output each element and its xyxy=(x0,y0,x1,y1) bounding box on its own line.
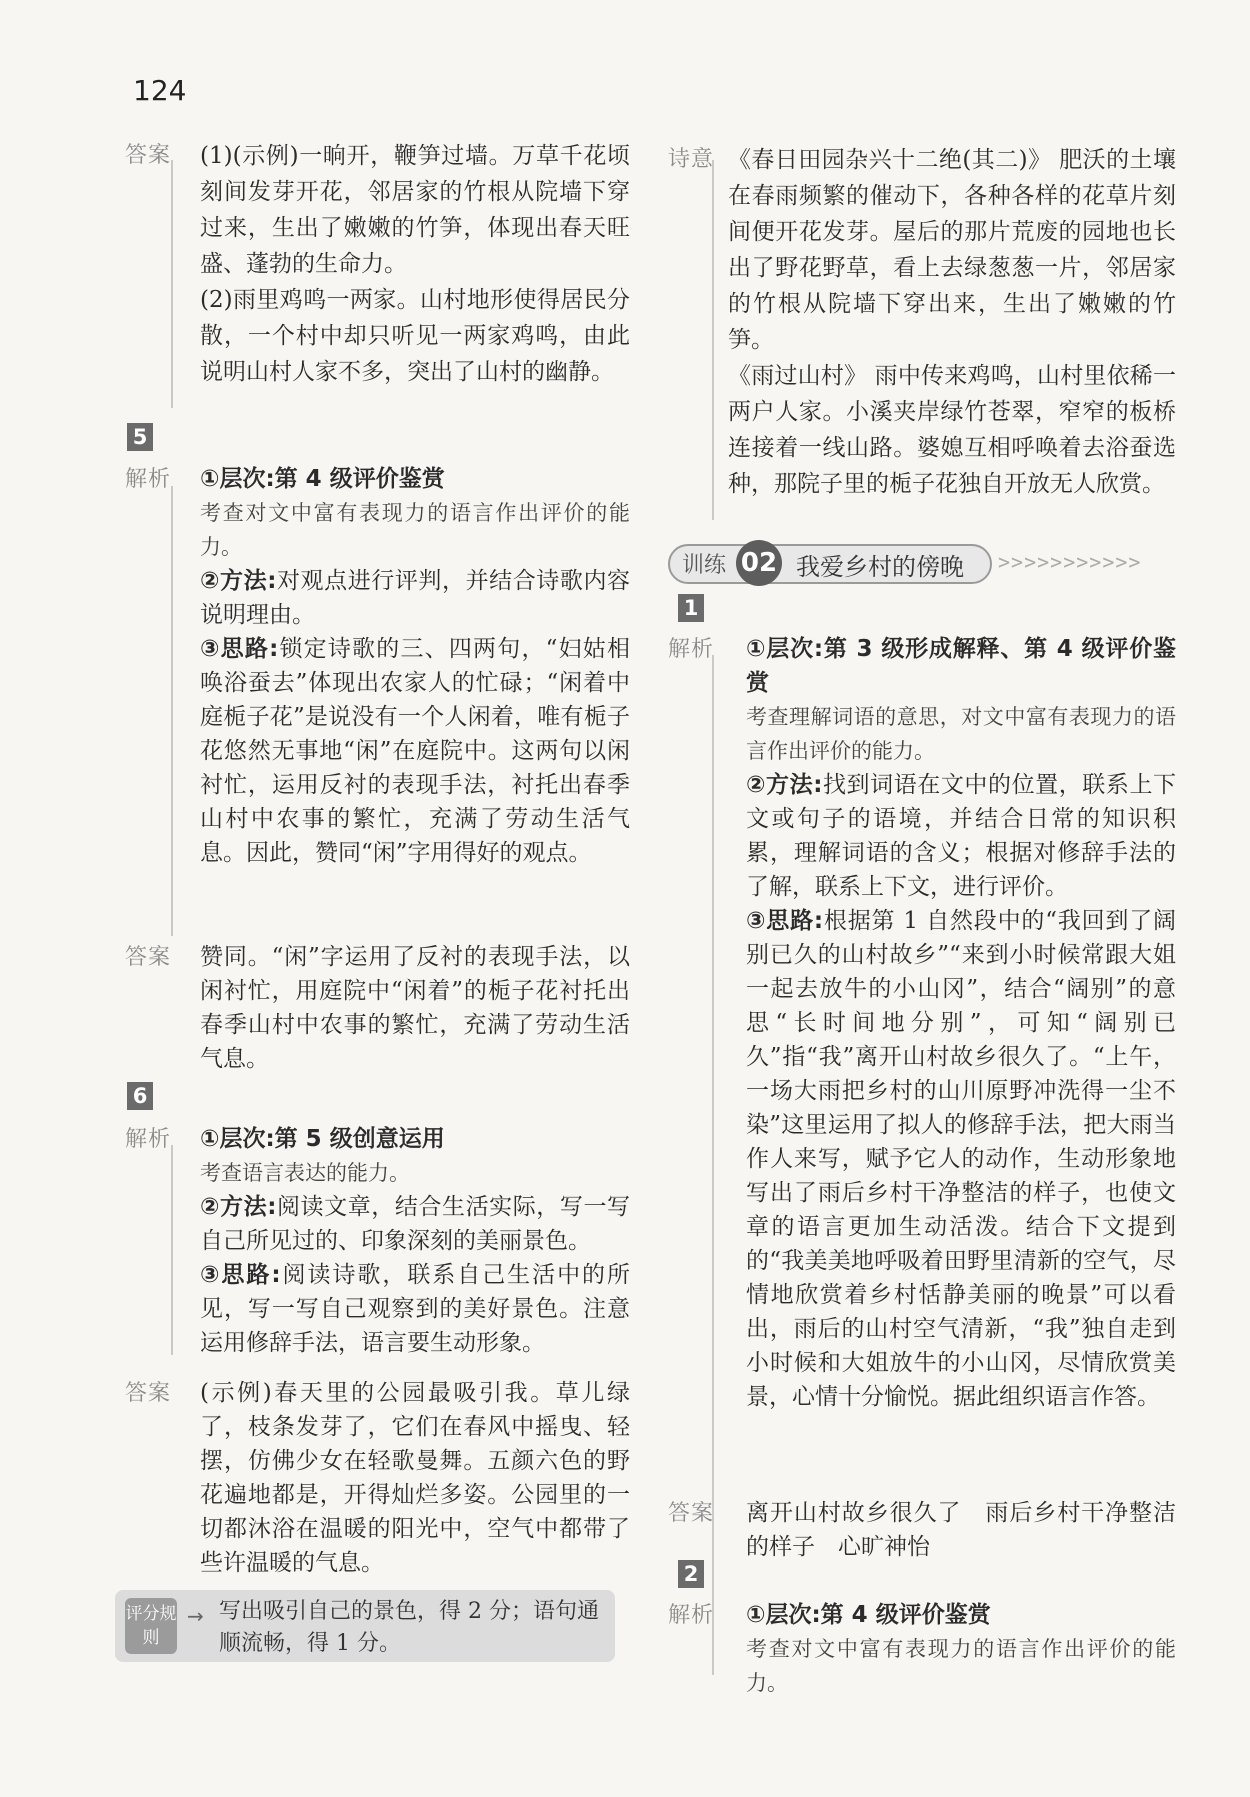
poem-meaning-tag: 诗意 xyxy=(668,147,715,172)
banner-label: 训练 xyxy=(682,553,727,578)
level-prefix: ①层次: xyxy=(200,466,275,492)
approach-prefix: ③思路: xyxy=(200,636,279,662)
answer-text xyxy=(200,138,630,390)
analysis-text xyxy=(746,1598,1176,1700)
method-prefix: ②方法: xyxy=(200,1194,277,1220)
arrow-right-icon: → xyxy=(187,1604,204,1628)
approach-prefix: ③思路: xyxy=(746,908,824,934)
level-text: 第 4 级评价鉴赏 xyxy=(274,466,445,492)
question-number-badge: 5 xyxy=(127,423,153,451)
answer-tag: 答案 xyxy=(125,143,172,168)
level-desc: 考查理解词语的意思，对文中富有表现力的语言作出评价的能力。 xyxy=(746,705,1176,763)
level-desc: 考查对文中富有表现力的语言作出评价的能力。 xyxy=(200,501,630,559)
scoring-rules-box xyxy=(115,1590,615,1662)
approach-text: 阅读诗歌，联系自己生活中的所见，写一写自己观察到的美好景色。注意运用修辞手法，语言要生动形象。 xyxy=(200,1262,631,1356)
method-text: 找到词语在文中的位置，联系上下文或句子的语境，并结合日常的知识积累，理解词语的含义；根据对修辞手法的了解，联系上下文，进行评价。 xyxy=(746,772,1177,900)
poem-meaning-2: 《雨过山村》 雨中传来鸡鸣，山村里依稀一两户人家。小溪夹岸绿竹苍翠，窄窄的板桥连接着一线山路。婆媳互相呼唤着去浴蚕选种，那院子里的栀子花独自开放无人欣赏。 xyxy=(728,363,1176,497)
analysis-text xyxy=(200,462,630,870)
question-number-badge: 6 xyxy=(127,1082,153,1110)
analysis-tag: 解析 xyxy=(668,1603,715,1628)
level-desc: 考查对文中富有表现力的语言作出评价的能力。 xyxy=(746,1637,1176,1695)
level-prefix: ①层次: xyxy=(746,1602,821,1628)
divider xyxy=(712,160,714,520)
divider xyxy=(171,1145,173,1355)
method-text: 对观点进行评判，并结合诗歌内容说明理由。 xyxy=(200,568,631,628)
training-section-banner xyxy=(668,540,1168,586)
divider xyxy=(171,160,173,408)
analysis-text xyxy=(746,632,1176,1414)
scoring-rules-tag: 评分规则 xyxy=(125,1598,177,1654)
scoring-rules-text: 写出吸引自己的景色，得 2 分；语句通顺流畅，得 1 分。 xyxy=(219,1599,599,1656)
banner-title: 我爱乡村的傍晚 xyxy=(796,553,964,581)
answer-tag: 答案 xyxy=(668,1501,715,1526)
answer-text: 离开山村故乡很久了 雨后乡村干净整洁的样子 心旷神怡 xyxy=(746,1500,1176,1560)
approach-text: 根据第 1 自然段中的“我回到了阔别已久的山村故乡”“来到小时候常跟大姐一起去放牛的小山冈”，结合“阔别”的意思“长时间地分别”，可知“阔别已久”指“我”离开山村故乡很久了。“上午，一场大雨把乡村的山川原野冲洗得一尘不染”这里运用了拟人的修辞手法，把大雨当作人来写，赋予它人的动作，生动形象地写出了雨后乡村干净整洁的样子，也使文章的语言更加生动活泼。结合下文提到的“我美美地呼吸着田野里清新的空气，尽情地欣赏着乡村恬静美丽的晚景”可以看出，雨后的山村空气清新，“我”独自走到小时候和大姐放牛的小山冈，尽情欣赏美景，心情十分愉悦。据此组织语言作答。 xyxy=(746,908,1177,1410)
answer-tag: 答案 xyxy=(125,945,172,970)
method-prefix: ②方法: xyxy=(200,568,277,594)
question-number-badge: 2 xyxy=(678,1560,704,1588)
banner-number: 02 xyxy=(736,540,782,586)
answer-tag: 答案 xyxy=(125,1381,172,1406)
answer-part-1: (1)(示例)一晌开，鞭笋过墙。万草千花顷刻间发芽开花，邻居家的竹根从院墙下穿过来，生出了嫩嫩的竹笋，体现出春天旺盛、蓬勃的生命力。 xyxy=(200,143,630,277)
answer-text: 赞同。“闲”字运用了反衬的表现手法，以闲衬忙，用庭院中“闲着”的栀子花衬托出春季山村中农事的繁忙，充满了劳动生活气息。 xyxy=(200,944,630,1072)
analysis-text xyxy=(200,1122,630,1360)
level-prefix: ①层次: xyxy=(200,1126,275,1152)
answer-part-2: (2)雨里鸡鸣一两家。山村地形使得居民分散，一个村中却只听见一两家鸡鸣，由此说明山村人家不多，突出了山村的幽静。 xyxy=(200,287,630,385)
approach-text: 锁定诗歌的三、四两句，“妇姑相唤浴蚕去”体现出农家人的忙碌；“闲着中庭栀子花”是说没有一个人闲着，唯有栀子花悠然无事地“闲”在庭院中。这两句以闲衬忙，运用反衬的表现手法，衬托出春季山村中农事的繁忙，充满了劳动生活气息。因此，赞同“闲”字用得好的观点。 xyxy=(200,636,630,866)
poem-meaning-1: 《春日田园杂兴十二绝(其二)》 肥沃的土壤在春雨频繁的催动下，各种各样的花草片刻间便开花发芽。屋后的那片荒废的园地也长出了野花野草，看上去绿葱葱一片，邻居家的竹根从院墙下穿出来，生出了嫩嫩的竹笋。 xyxy=(728,147,1176,353)
analysis-tag: 解析 xyxy=(125,467,172,492)
poem-meaning-text xyxy=(728,142,1176,502)
answer-text: (示例)春天里的公园最吸引我。草儿绿了，枝条发芽了，它们在春风中摇曳、轻摆，仿佛少女在轻歌曼舞。五颜六色的野花遍地都是，开得灿烂多姿。公园里的一切都沐浴在温暖的阳光中，空气中都带了些许温暖的气息。 xyxy=(200,1380,630,1576)
method-prefix: ②方法: xyxy=(746,772,823,798)
banner-arrows-decoration: >>>>>>>>>>> xyxy=(998,550,1142,574)
question-number-badge: 1 xyxy=(678,594,704,622)
page-number: 124 xyxy=(133,74,187,107)
level-text: 第 3 级形成解释、第 4 级评价鉴赏 xyxy=(746,636,1176,696)
analysis-tag: 解析 xyxy=(125,1127,172,1152)
method-text: 阅读文章，结合生活实际，写一写自己所见过的、印象深刻的美丽景色。 xyxy=(200,1194,631,1254)
level-text: 第 4 级评价鉴赏 xyxy=(820,1602,991,1628)
analysis-tag: 解析 xyxy=(668,637,715,662)
level-text: 第 5 级创意运用 xyxy=(274,1126,445,1152)
divider xyxy=(171,486,173,936)
level-prefix: ①层次: xyxy=(746,636,824,662)
level-desc: 考查语言表达的能力。 xyxy=(200,1161,410,1185)
approach-prefix: ③思路: xyxy=(200,1262,281,1288)
